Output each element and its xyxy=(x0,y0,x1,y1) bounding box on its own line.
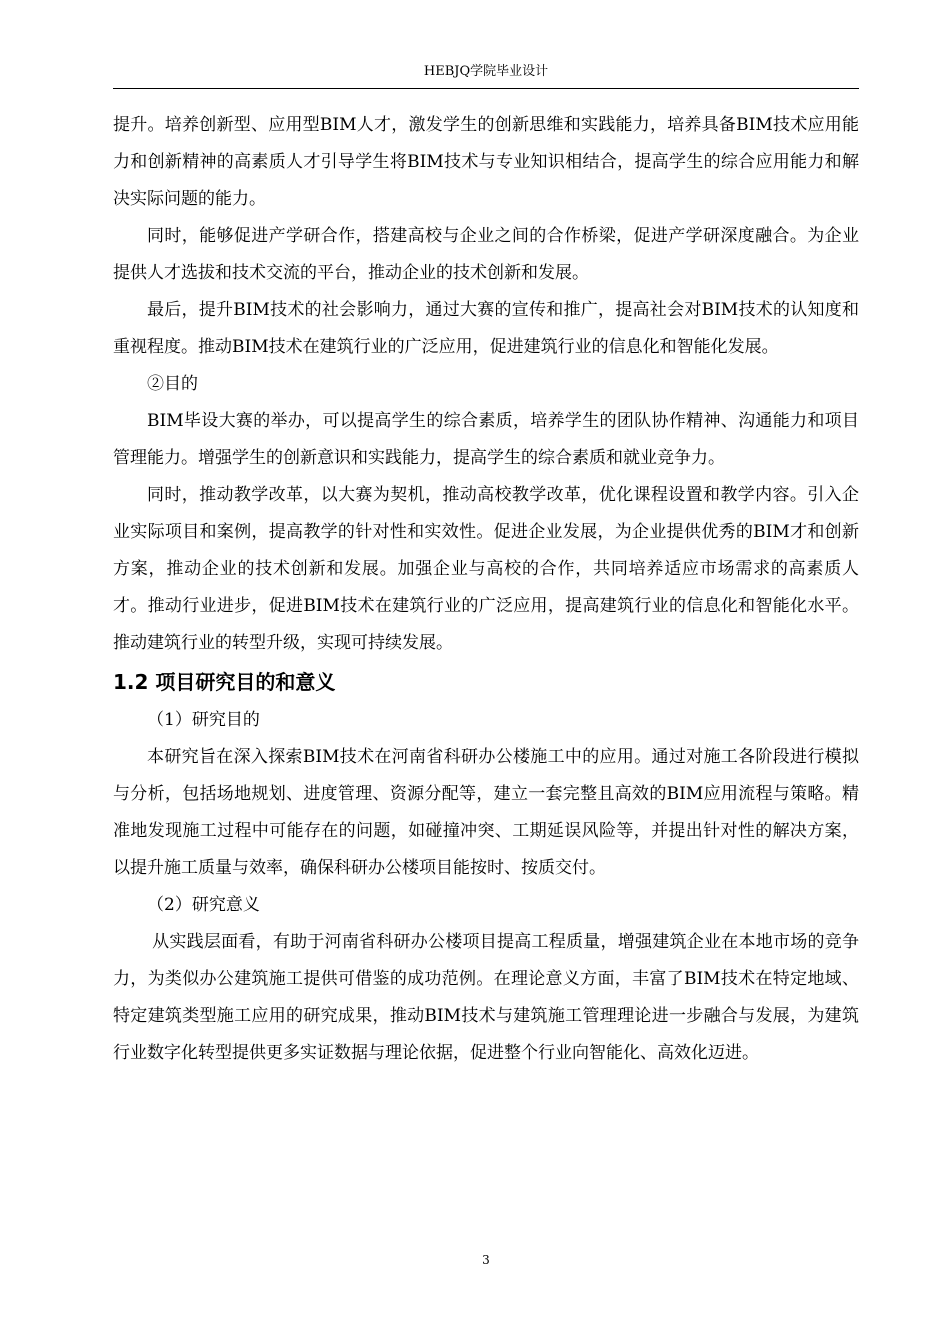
paragraph-cooperation: 同时，能够促进产学研合作，搭建高校与企业之间的合作桥梁，促进产学研深度融合。为企业提供人才选拔和技术交流的平台，推动企业的技术创新和发展。 xyxy=(113,226,859,283)
paragraph-influence: 最后，提升BIM技术的社会影响力，通过大赛的宣传和推广，提高社会对BIM技术的认知度和重视程度。推动BIM技术在建筑行业的广泛应用，促进建筑行业的信息化和智能化发展。 xyxy=(113,300,859,357)
page-number: 3 xyxy=(482,1253,490,1267)
paragraph-research-significance: 从实践层面看，有助于河南省科研办公楼项目提高工程质量，增强建筑企业在本地市场的竞争力，为类似办公建筑施工提供可借鉴的成功范例。在理论意义方面，丰富了BIM技术在特定地域、特定建筑类型施工应用的研究成果，推动BIM技术与建筑施工管理理论进一步融合与发展，为建筑行业数字化转型提供更多实证数据与理论依据，促进整个行业向智能化、高效化迈进。 xyxy=(113,932,859,1063)
page-body xyxy=(113,107,859,1072)
paragraph-continuation: 提升。培养创新型、应用型BIM人才，激发学生的创新思维和实践能力，培养具备BIM技术应用能力和创新精神的高素质人才引导学生将BIM技术与专业知识相结合，提高学生的综合应用能力和解决实际问题的能力。 xyxy=(113,115,859,209)
section-heading: 1.2 项目研究目的和意义 xyxy=(113,670,336,694)
paragraph-teaching-reform: 同时，推动教学改革，以大赛为契机，推动高校教学改革，优化课程设置和教学内容。引入企业实际项目和案例，提高教学的针对性和实效性。促进企业发展，为企业提供优秀的BIM才和创新方案，推动企业的技术创新和发展。加强企业与高校的合作，共同培养适应市场需求的高素质人才。推动行业进步，促进BIM技术在建筑行业的广泛应用，提高建筑行业的信息化和智能化水平。推动建筑行业的转型升级，实现可持续发展。 xyxy=(113,485,859,653)
page-header: HEBJQ学院毕业设计 xyxy=(423,64,549,79)
paragraph-competition-purpose: BIM毕设大赛的举办，可以提高学生的综合素质，培养学生的团队协作精神、沟通能力和项目管理能力。增强学生的创新意识和实践能力，提高学生的综合素质和就业竞争力。 xyxy=(113,411,859,468)
subheading-purpose: ②目的 xyxy=(147,374,198,394)
subheading-research-purpose: （1）研究目的 xyxy=(147,710,260,730)
paragraph-research-purpose: 本研究旨在深入探索BIM技术在河南省科研办公楼施工中的应用。通过对施工各阶段进行模拟与分析，包括场地规划、进度管理、资源分配等，建立一套完整且高效的BIM应用流程与策略。精准地发现施工过程中可能存在的问题，如碰撞冲突、工期延误风险等，并提出针对性的解决方案，以提升施工质量与效率，确保科研办公楼项目能按时、按质交付。 xyxy=(113,747,859,878)
subheading-research-significance: （2）研究意义 xyxy=(147,895,260,915)
header-divider xyxy=(113,88,859,89)
